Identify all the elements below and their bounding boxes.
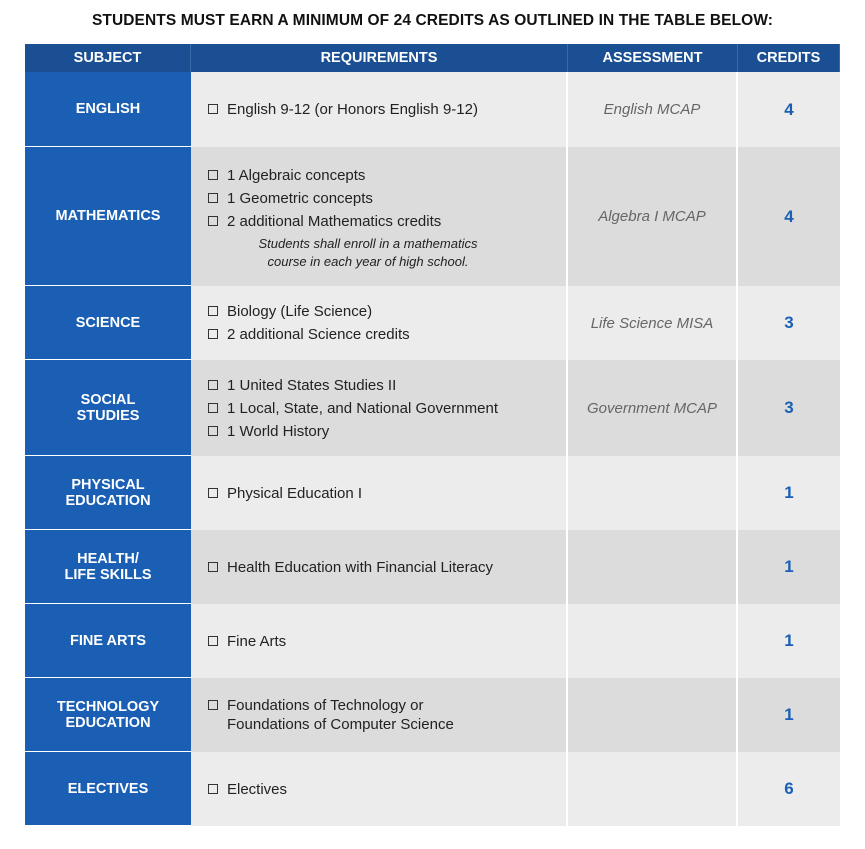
checkbox-icon (208, 306, 218, 316)
requirements-cell (191, 147, 568, 286)
requirement-text: Physical Education I (227, 484, 363, 502)
requirement-text: Foundations of Technology or Foundations of Computer Science (227, 697, 454, 733)
requirement-item (208, 212, 528, 231)
checkbox-icon (208, 380, 218, 390)
requirements-cell (191, 72, 568, 147)
checkbox-icon (208, 104, 218, 114)
requirement-item (208, 100, 478, 119)
checkbox-icon (208, 700, 218, 710)
page-title: STUDENTS MUST EARN A MINIMUM OF 24 CREDITS AS OUTLINED IN THE TABLE BELOW: (91, 12, 774, 29)
requirement-text: 1 United States Studies II (227, 376, 397, 394)
subject-cell (25, 147, 191, 286)
subject-cell (25, 286, 191, 360)
credits-cell: 1 (738, 604, 840, 678)
requirements-cell (191, 360, 568, 456)
assessment-cell: Life Science MISA (568, 286, 738, 360)
requirement-item (208, 325, 410, 344)
requirements-cell (191, 604, 568, 678)
subject-cell (25, 360, 191, 456)
checkbox-icon (208, 216, 218, 226)
subject-cell (25, 72, 191, 147)
header-subject: SUBJECT (25, 44, 191, 72)
requirements-cell (191, 530, 568, 604)
requirements-list (208, 632, 286, 651)
requirement-text: Fine Arts (227, 632, 287, 650)
credits-table (25, 44, 840, 826)
credits-cell: 3 (738, 360, 840, 456)
subject-label: PHYSICAL EDUCATION (65, 476, 151, 509)
subject-cell (25, 678, 191, 752)
requirement-item (208, 422, 498, 441)
checkbox-icon (208, 329, 218, 339)
credits-cell: 6 (738, 752, 840, 826)
assessment-cell: English MCAP (568, 72, 738, 147)
requirement-item (208, 376, 498, 395)
header-credits: CREDITS (738, 44, 840, 72)
subject-label: MATHEMATICS (55, 208, 161, 224)
assessment-cell (568, 530, 738, 604)
subject-label: HEALTH/ LIFE SKILLS (64, 550, 152, 583)
assessment-cell: Algebra I MCAP (568, 147, 738, 286)
subject-label: ELECTIVES (67, 780, 149, 797)
requirement-text: 2 additional Science credits (227, 326, 410, 343)
requirements-list (208, 696, 454, 734)
header-assessment: ASSESSMENT (568, 44, 738, 72)
checkbox-icon (208, 403, 218, 413)
requirement-text: 1 Geometric concepts (227, 190, 373, 207)
assessment-cell (568, 752, 738, 826)
requirement-text: Health Education with Financial Literacy (227, 558, 493, 576)
subject-label: FINE ARTS (70, 632, 146, 649)
subject-cell (25, 752, 191, 826)
credits-cell: 3 (738, 286, 840, 360)
requirement-item (208, 399, 498, 418)
requirement-item (208, 189, 528, 208)
credits-cell: 4 (738, 147, 840, 286)
checkbox-icon (208, 562, 218, 572)
subject-label: SOCIAL STUDIES (76, 391, 140, 424)
requirements-cell (191, 456, 568, 530)
subject-cell (25, 530, 191, 604)
requirements-list (208, 780, 287, 799)
subject-label: ENGLISH (75, 101, 141, 117)
subject-cell (25, 456, 191, 530)
checkbox-icon (208, 488, 218, 498)
checkbox-icon (208, 170, 218, 180)
requirement-item (208, 166, 528, 185)
requirement-note: Students shall enroll in a mathematics course in each year of high school. (258, 236, 478, 269)
checkbox-icon (208, 636, 218, 646)
requirement-item (208, 302, 410, 321)
assessment-cell (568, 678, 738, 752)
header-requirements: REQUIREMENTS (191, 44, 568, 72)
requirement-text: 1 Local, State, and National Government (227, 399, 498, 417)
requirement-text: 1 Algebraic concepts (227, 167, 366, 184)
requirement-item (208, 558, 493, 577)
subject-label: SCIENCE (75, 314, 141, 331)
requirement-item (208, 696, 454, 734)
requirements-list (208, 484, 362, 503)
requirements-list (208, 166, 528, 231)
credits-cell: 4 (738, 72, 840, 147)
requirement-item (208, 484, 362, 503)
requirement-text: English 9-12 (or Honors English 9-12) (227, 101, 478, 118)
requirements-cell (191, 752, 568, 826)
requirement-text: 1 World History (227, 422, 330, 440)
checkbox-icon (208, 193, 218, 203)
assessment-cell (568, 456, 738, 530)
requirements-list (208, 302, 410, 344)
requirement-text: Electives (227, 780, 288, 798)
subject-cell (25, 604, 191, 678)
requirement-item (208, 780, 287, 799)
credits-cell: 1 (738, 456, 840, 530)
requirements-cell (191, 678, 568, 752)
requirement-text: Biology (Life Science) (227, 303, 373, 320)
requirements-cell (191, 286, 568, 360)
assessment-cell: Government MCAP (568, 360, 738, 456)
credits-cell: 1 (738, 678, 840, 752)
checkbox-icon (208, 784, 218, 794)
subject-label: TECHNOLOGY EDUCATION (56, 698, 160, 731)
requirements-list (208, 376, 498, 441)
requirements-list (208, 558, 493, 577)
checkbox-icon (208, 426, 218, 436)
requirement-text: 2 additional Mathematics credits (227, 213, 442, 230)
credits-cell: 1 (738, 530, 840, 604)
requirement-item (208, 632, 286, 651)
assessment-cell (568, 604, 738, 678)
requirements-list (208, 100, 478, 119)
